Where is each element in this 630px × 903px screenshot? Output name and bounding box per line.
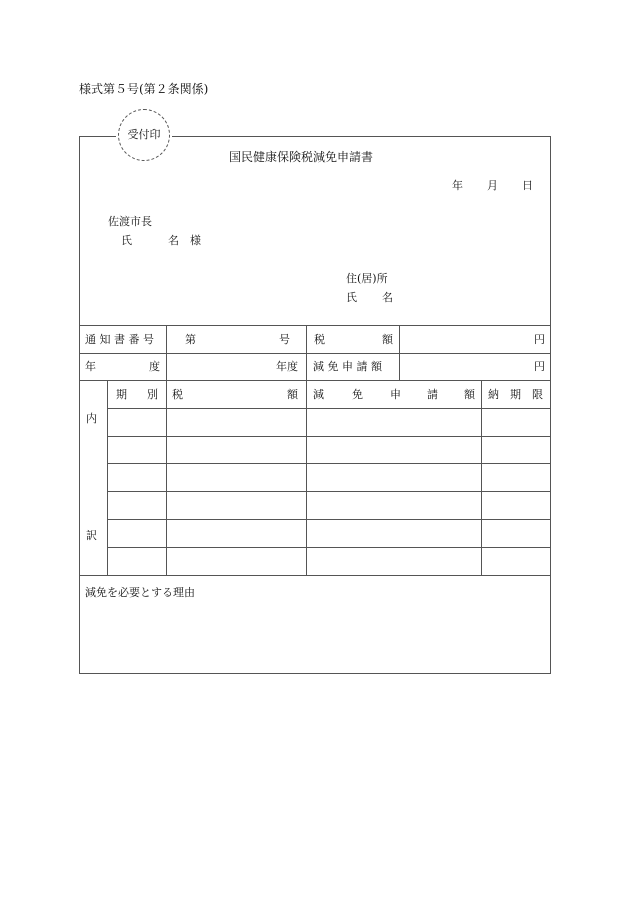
period-header-char-1: 期	[116, 388, 127, 401]
addressee-mayor: 佐渡市長	[108, 215, 152, 228]
rule-info-mid	[79, 353, 551, 354]
rule-info-top	[79, 325, 551, 326]
applicant-address-label: 住(居)所	[346, 272, 388, 285]
notice-number-suffix: 号	[279, 333, 290, 346]
form-title: 国民健康保険税減免申請書	[229, 150, 374, 164]
rule-breakdown-row-5	[107, 547, 551, 548]
rule-breakdown-header	[107, 408, 551, 409]
rule-breakdown-row-4	[107, 519, 551, 520]
rule-info-col-1	[166, 325, 167, 380]
notice-number-prefix: 第	[185, 333, 196, 346]
request-header-char-1: 減	[313, 388, 324, 401]
request-header-char-5: 額	[464, 388, 475, 401]
rule-breakdown-row-1	[107, 436, 551, 437]
addressee-name-char-2: 名	[168, 234, 179, 247]
rule-breakdown-col-1	[166, 380, 167, 575]
fiscal-year-label-char-1: 年	[85, 360, 96, 373]
reception-stamp-label: 受付印	[127, 128, 161, 141]
rule-info-col-3	[399, 325, 400, 380]
tax-header-char-1: 税	[172, 388, 183, 401]
date-month: 月	[487, 179, 498, 192]
rule-breakdown-col-3	[481, 380, 482, 575]
breakdown-side-label-bottom: 訳	[86, 529, 97, 542]
addressee-honorific: 様	[190, 234, 201, 247]
applicant-name-char-1: 氏	[346, 291, 357, 304]
breakdown-side-label-top: 内	[86, 412, 97, 425]
notice-number-label: 通 知 書 番 号	[85, 333, 154, 346]
fiscal-year-suffix: 年度	[276, 360, 298, 373]
addressee-name-char-1: 氏	[121, 234, 132, 247]
applicant-name-char-2: 名	[382, 291, 393, 304]
request-header-char-3: 申	[390, 388, 401, 401]
deadline-header: 納 期 限	[488, 388, 543, 401]
rule-breakdown-col-2	[306, 380, 307, 575]
rule-breakdown-row-3	[107, 491, 551, 492]
rule-reason-top	[79, 575, 551, 576]
reception-stamp	[118, 109, 170, 161]
date-year: 年	[452, 179, 463, 192]
tax-amount-label-char-1: 税	[314, 333, 325, 346]
period-header-char-2: 別	[147, 388, 158, 401]
tax-amount-yen: 円	[534, 333, 545, 346]
rule-breakdown-row-2	[107, 463, 551, 464]
reason-label: 減免を必要とする理由	[85, 586, 195, 599]
tax-amount-label-char-2: 額	[382, 333, 393, 346]
rule-info-col-2	[306, 325, 307, 380]
request-header-char-2: 免	[352, 388, 363, 401]
reduction-request-label: 減 免 申 請 額	[313, 360, 382, 373]
rule-breakdown-side	[107, 380, 108, 575]
reduction-request-yen: 円	[534, 360, 545, 373]
date-day: 日	[522, 179, 533, 192]
form-number: 様式第５号(第２条関係)	[79, 82, 209, 96]
request-header-char-4: 請	[427, 388, 438, 401]
tax-header-char-2: 額	[287, 388, 298, 401]
fiscal-year-label-char-2: 度	[149, 360, 160, 373]
